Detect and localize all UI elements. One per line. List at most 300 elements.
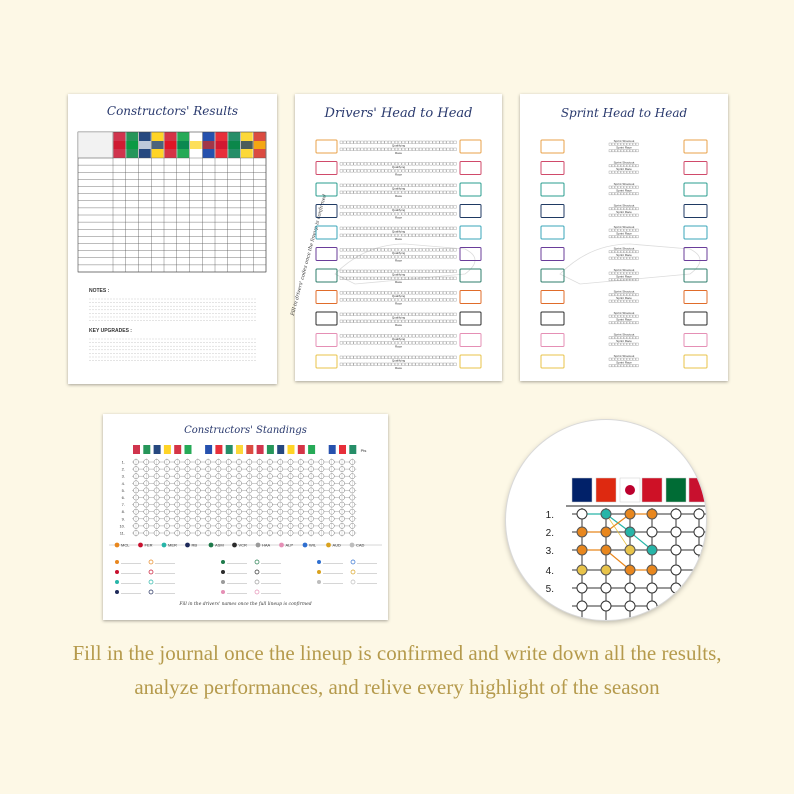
score-box [624,300,626,302]
score-box [433,356,436,359]
driver-box-left [316,355,337,368]
position-dot [601,601,611,611]
position-dot [601,545,611,555]
score-box [371,270,374,273]
score-box [433,292,436,295]
score-box [405,313,408,316]
score-box [447,148,450,151]
score-box [443,277,446,280]
score-box [350,335,353,338]
position-dot [694,527,704,537]
score-box [450,270,453,273]
score-box [609,150,611,152]
score-box [354,292,357,295]
score-box [388,249,391,252]
score-box [374,292,377,295]
score-box [347,234,350,237]
score-box [612,193,614,195]
score-box [618,365,620,367]
score-box [419,335,422,338]
score-box [443,184,446,187]
score-box [381,227,384,230]
position-dot [577,545,587,555]
score-box [374,299,377,302]
score-box [416,299,419,302]
score-box [371,148,374,151]
score-box [618,150,620,152]
score-box [340,234,343,237]
score-box [364,299,367,302]
score-box [429,299,432,302]
score-box [405,356,408,359]
row-label-second: Race [394,301,403,306]
score-box [385,363,388,366]
score-box [350,342,353,345]
row-label-second: Race [394,258,403,263]
pts-label: Pts [360,448,367,453]
drivers-rows [295,94,502,381]
score-box [419,148,422,151]
score-box [615,365,617,367]
score-box [426,256,429,259]
score-box [405,184,408,187]
score-box [440,335,443,338]
driver-box-left [316,183,337,196]
driver-dot-open [149,570,153,574]
score-box [423,313,426,316]
score-box [621,150,623,152]
driver-box-right [684,248,707,261]
score-box [447,249,450,252]
score-box [405,320,408,323]
driver-box-left [541,226,564,239]
row-label-second: Race [394,215,403,220]
score-box [354,184,357,187]
score-box [343,320,346,323]
score-box [440,292,443,295]
row-label-first: Sprint Shootout [613,332,635,337]
score-box [364,227,367,230]
score-box [374,163,377,166]
score-box [454,313,457,316]
score-box [624,343,626,345]
team-flag-band [165,141,177,149]
score-box [361,270,364,273]
score-box [433,256,436,259]
score-box [429,342,432,345]
score-box [378,299,381,302]
position-dot [694,583,704,593]
score-box [354,277,357,280]
score-box [368,320,371,323]
team-flag-band [190,141,202,149]
score-box [350,270,353,273]
score-box [447,256,450,259]
score-box [423,234,426,237]
score-box [385,356,388,359]
score-box [423,148,426,151]
score-box [440,277,443,280]
score-box [636,165,638,167]
score-box [440,170,443,173]
score-box [436,184,439,187]
score-box [388,320,391,323]
race-flag [205,445,212,454]
score-box [440,320,443,323]
score-box [388,170,391,173]
score-box [636,171,638,173]
score-box [357,191,360,194]
score-box [416,227,419,230]
score-box [340,256,343,259]
row-label-first: Qualifying [391,165,406,170]
score-box [354,342,357,345]
score-box [385,213,388,216]
score-box [633,315,635,317]
score-box [429,356,432,359]
score-box [388,163,391,166]
score-box [624,365,626,367]
race-flag [596,478,616,502]
score-box [357,141,360,144]
score-box [429,249,432,252]
driver-box-left [541,248,564,261]
position-dot [577,509,587,519]
score-box [357,234,360,237]
position-dot [694,565,704,575]
score-box [423,184,426,187]
score-box [609,208,611,210]
score-box [636,251,638,253]
score-box [426,313,429,316]
score-box [612,236,614,238]
score-box [371,141,374,144]
score-box [371,313,374,316]
race-flag [277,445,284,454]
score-box [429,141,432,144]
score-box [388,342,391,345]
score-box [374,206,377,209]
score-box [364,213,367,216]
score-box [423,249,426,252]
score-box [609,165,611,167]
team-code: CAD [356,542,365,548]
score-box [340,335,343,338]
score-box [627,300,629,302]
score-box [423,342,426,345]
score-box [454,141,457,144]
score-box [636,294,638,296]
score-box [368,292,371,295]
score-box [368,342,371,345]
position-dot [601,527,611,537]
score-box [426,163,429,166]
score-box [450,277,453,280]
score-box [615,193,617,195]
score-box [416,249,419,252]
score-box [426,299,429,302]
score-box [381,299,384,302]
score-box [621,300,623,302]
position-dot [647,527,657,537]
score-box [436,313,439,316]
race-flag [215,445,222,454]
score-box [350,320,353,323]
score-box [624,236,626,238]
driver-box-right [460,269,481,282]
team-flag-band [152,141,164,149]
position-label: 7. [121,502,125,508]
driver-box-left [316,334,337,347]
score-box [350,234,353,237]
race-flag [154,445,161,454]
score-box [381,249,384,252]
score-box [381,170,384,173]
score-box [340,184,343,187]
score-box [343,141,346,144]
score-box [388,141,391,144]
score-box [423,163,426,166]
score-box [357,249,360,252]
score-box [612,358,614,360]
score-box [633,186,635,188]
score-box [385,270,388,273]
score-box [361,191,364,194]
row-label-second: Sprint Race [616,339,632,343]
score-box [405,163,408,166]
row-label-first: Sprint Shootout [613,246,635,251]
score-box [368,206,371,209]
score-box [426,206,429,209]
score-box [385,148,388,151]
score-box [433,213,436,216]
position-label: 9. [121,516,125,522]
score-box [618,193,620,195]
driver-dot-filled [221,580,225,584]
score-box [612,251,614,253]
position-dot [671,565,681,575]
score-box [343,256,346,259]
race-flag [666,478,686,502]
score-box [347,249,350,252]
score-box [429,320,432,323]
score-box [440,148,443,151]
score-box [450,227,453,230]
score-box [419,356,422,359]
score-box [364,234,367,237]
score-box [618,214,620,216]
score-box [612,165,614,167]
score-box [340,270,343,273]
score-box [443,213,446,216]
score-box [450,148,453,151]
score-box [381,313,384,316]
score-box [381,191,384,194]
score-box [426,148,429,151]
score-box [636,214,638,216]
score-box [402,234,405,237]
score-box [361,342,364,345]
score-box [385,141,388,144]
score-box [374,191,377,194]
score-box [381,342,384,345]
score-box [374,270,377,273]
score-box [405,292,408,295]
score-box [409,299,412,302]
row-label-first: Qualifying [391,337,406,342]
score-box [381,335,384,338]
position-dot [601,583,611,593]
driver-box-right [460,312,481,325]
score-box [454,170,457,173]
score-box [361,148,364,151]
score-box [340,141,343,144]
row-label-first: Qualifying [391,229,406,234]
score-box [347,299,350,302]
score-box [436,213,439,216]
driver-box-left [541,183,564,196]
score-box [447,356,450,359]
score-box [433,342,436,345]
race-flag [288,445,295,454]
driver-box-right [460,334,481,347]
score-box [368,141,371,144]
row-label-second: Sprint Race [616,188,632,193]
score-box [412,148,415,151]
score-box [347,206,350,209]
score-box [618,257,620,259]
score-box [412,249,415,252]
score-box [371,363,374,366]
score-box [447,191,450,194]
row-label-second: Sprint Race [616,360,632,365]
score-box [416,335,419,338]
driver-dot-open [255,580,259,584]
position-dot [671,583,681,593]
score-box [419,184,422,187]
score-box [350,313,353,316]
position-dot [577,565,587,575]
score-box [436,356,439,359]
score-box [388,191,391,194]
score-box [443,342,446,345]
score-box [388,299,391,302]
score-box [426,234,429,237]
score-box [419,227,422,230]
score-box [385,249,388,252]
score-box [361,170,364,173]
race-flag [143,445,150,454]
score-box [378,184,381,187]
score-box [405,170,408,173]
score-box [388,356,391,359]
score-box [454,191,457,194]
score-box [361,320,364,323]
score-box [633,214,635,216]
score-box [436,270,439,273]
score-box [621,236,623,238]
score-box [378,148,381,151]
score-box [368,213,371,216]
team-code: RB [191,542,198,548]
score-box [436,191,439,194]
row-label-second: Sprint Race [616,296,632,300]
score-box [357,335,360,338]
score-box [378,234,381,237]
score-box [419,141,422,144]
score-box [357,292,360,295]
score-box [409,227,412,230]
score-box [454,184,457,187]
driver-box-right [684,312,707,325]
score-box [615,300,617,302]
score-box [361,213,364,216]
score-box [347,270,350,273]
row-label-first: Sprint Shootout [613,289,635,294]
score-box [343,356,346,359]
score-box [350,299,353,302]
score-box [412,170,415,173]
score-box [416,320,419,323]
position-dot [694,509,704,519]
score-box [433,270,436,273]
score-box [426,342,429,345]
score-box [615,150,617,152]
score-box [419,313,422,316]
team-code: VCR [238,542,247,548]
score-box [633,294,635,296]
score-box [347,256,350,259]
score-box [378,141,381,144]
orange-path [582,514,652,532]
score-box [371,256,374,259]
driver-box-right [460,140,481,153]
score-box [426,363,429,366]
score-box [409,141,412,144]
score-box [412,342,415,345]
score-box [433,320,436,323]
row-label-second: Sprint Race [616,167,632,171]
score-box [426,335,429,338]
score-box [381,141,384,144]
score-box [340,292,343,295]
score-box [423,206,426,209]
score-box [340,206,343,209]
score-box [447,163,450,166]
row-label-second: Race [394,237,403,241]
score-box [636,193,638,195]
score-box [378,342,381,345]
score-box [443,335,446,338]
score-box [612,214,614,216]
score-box [609,279,611,281]
score-box [450,184,453,187]
score-box [385,206,388,209]
score-box [357,277,360,280]
driver-box-right [460,355,481,368]
score-box [416,163,419,166]
row-label-first: Sprint Shootout [613,311,635,315]
score-box [621,343,623,345]
team-flag-band [177,141,189,149]
score-box [612,257,614,259]
score-box [405,363,408,366]
score-box [361,141,364,144]
driver-box-left [316,269,337,282]
position-dot [671,527,681,537]
score-box [357,184,360,187]
driver-dot-open [255,560,259,564]
